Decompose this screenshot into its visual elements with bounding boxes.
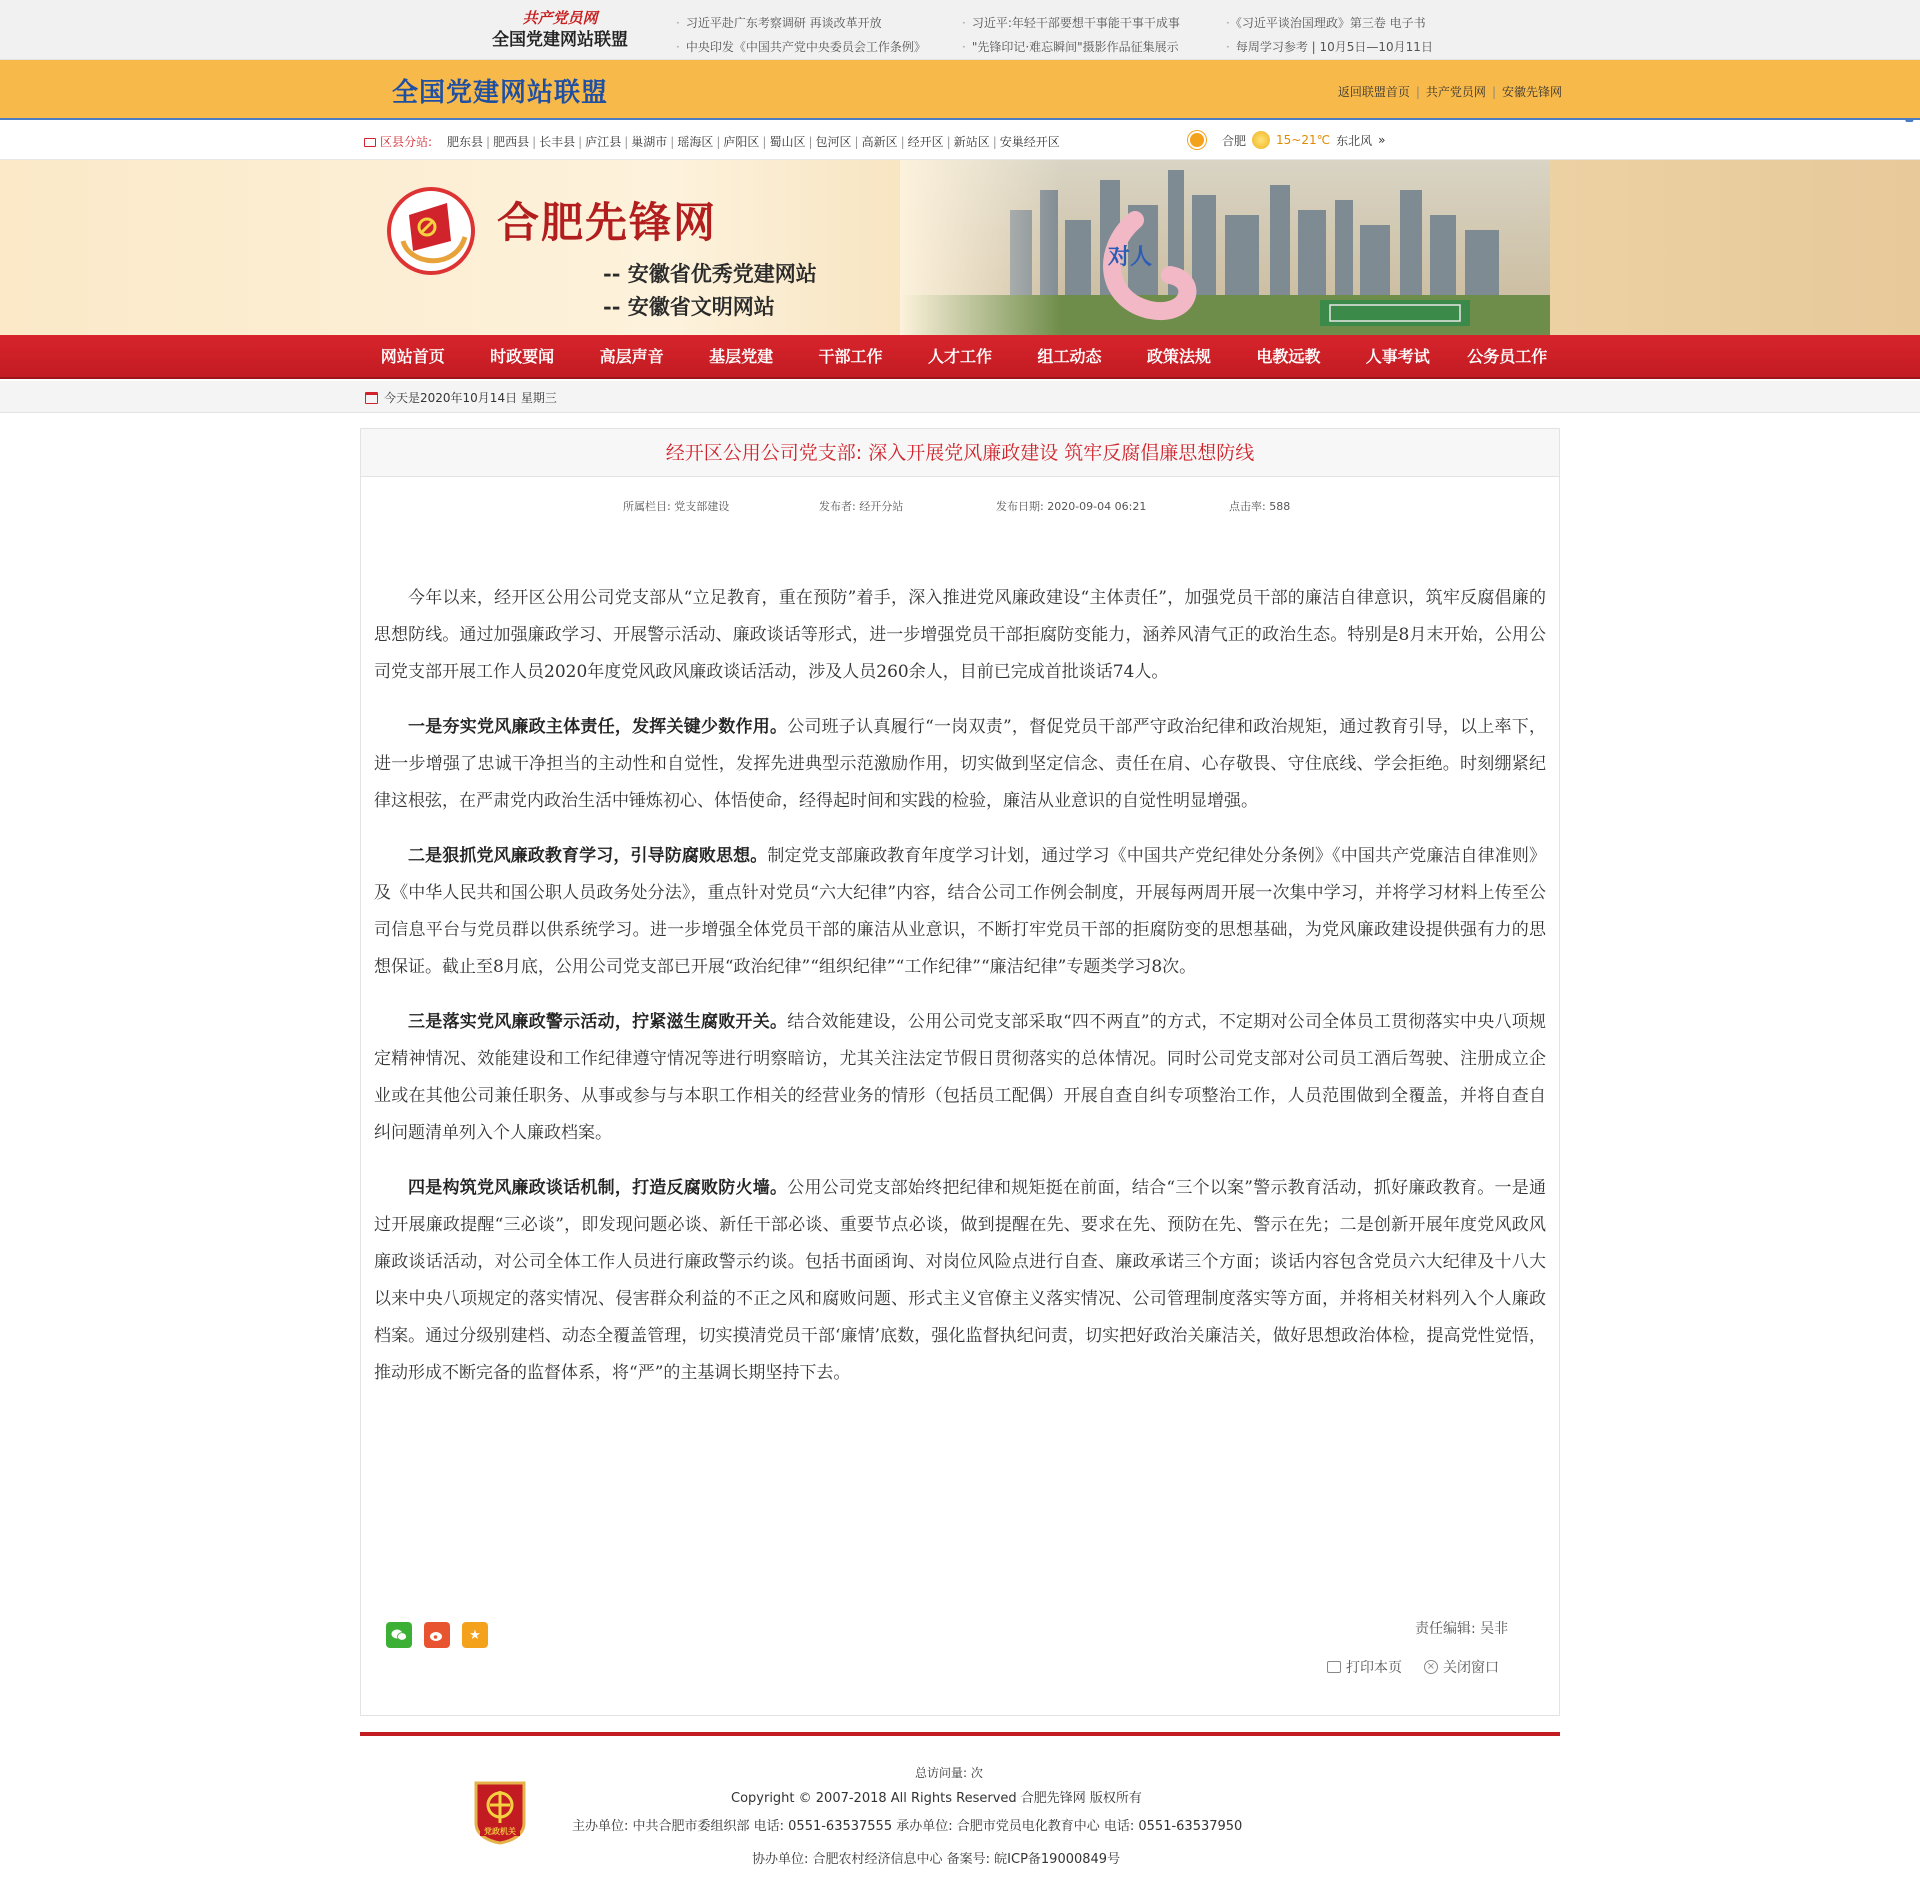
weather-city: 合肥 <box>1222 133 1247 148</box>
top-news-link[interactable]: · 中央印发《中国共产党中央委员会工作条例》 <box>676 38 926 55</box>
nav-talent-work[interactable]: 人才工作 <box>927 347 992 366</box>
district-link[interactable]: 庐阳区 <box>723 135 760 149</box>
district-link[interactable]: 安巢经开区 <box>999 135 1060 149</box>
article-publisher: 发布者: 经开分站 <box>819 500 904 513</box>
date-bar <box>0 381 1920 413</box>
article-paragraph: 二是狠抓党风廉政教育学习，引导防腐败思想。制定党支部廉政教育年度学习计划，通过学习《中国共产党纪律处分条例》《中国共产党廉洁自律准则》及《中华人民共和国公职人员政务处分法》，重点针对党员“六大纪律”内容，结合公司工作例会制度，开展每两周开展一次集中学习，并将学习材料上传至公司信息平台与党员群以供系统学习。进一步增强全体党员干部的廉洁从业意识，不断打牢党员干部的拒腐防变的思想基础，为党风廉政建设提供强有力的思想保证。截止至8月底，公用公司党支部已开展“政治纪律”“组织纪律”“工作纪律”“廉洁纪律”专题类学习8次。 <box>374 846 1547 977</box>
nav-politics-news[interactable]: 时政要闻 <box>490 347 555 366</box>
close-icon: × <box>1424 1660 1438 1674</box>
nav-high-level-voices[interactable]: 高层声音 <box>599 347 664 366</box>
article-title: 经开区公用公司党支部: 深入开展党风廉政建设 筑牢反腐倡廉思想防线 <box>665 442 1255 464</box>
paragraph-lead: 二是狠抓党风廉政教育学习，引导防腐败思想。 <box>408 846 768 866</box>
weibo-icon[interactable] <box>424 1622 450 1648</box>
city-skyline-image <box>900 160 1550 335</box>
print-page-button[interactable]: 打印本页 <box>1327 1657 1402 1677</box>
district-link[interactable]: 瑶海区 <box>677 135 714 149</box>
paragraph-lead: 四是构筑党风廉政谈话机制，打造反腐败防火墙。 <box>408 1178 788 1198</box>
alliance-banner-title: 全国党建网站联盟 <box>392 78 609 108</box>
nav-civil-servant[interactable]: 公务员工作 <box>1467 347 1548 366</box>
wechat-icon[interactable] <box>386 1622 412 1648</box>
district-link[interactable]: 蜀山区 <box>769 135 806 149</box>
share-buttons <box>386 1622 488 1648</box>
main-nav <box>358 335 1562 379</box>
weather-temp: 15~21℃ <box>1276 133 1331 147</box>
article-actions <box>1327 1657 1499 1677</box>
alliance-top-bar <box>0 0 1920 60</box>
district-link[interactable]: 庐江县 <box>585 135 622 149</box>
top-news-link[interactable]: · 习近平:年轻干部要想干事能干事干成事 <box>962 14 1180 31</box>
star-favorite-icon[interactable]: ★ <box>462 1622 488 1648</box>
paragraph-lead: 一是夯实党风廉政主体责任，发挥关键少数作用。 <box>408 717 788 737</box>
district-link[interactable]: 新站区 <box>953 135 990 149</box>
alliance-banner <box>0 60 1920 120</box>
monitor-icon <box>364 138 376 147</box>
article-paragraph: 今年以来，经开区公用公司党支部从“立足教育，重在预防”着手，深入推进党风廉政建设“主体责任”，加强党员干部的廉洁自律意识，筑牢反腐倡廉的思想防线。通过加强廉政学习、开展警示活动、廉政谈话等形式，进一步增强党员干部拒腐防变能力，涵养风清气正的政治生态。特别是8月末开始，公用公司党支部开展工作人员2020年度党风政风廉政谈话活动，涉及人员260余人，目前已完成首批谈话74人。 <box>374 588 1546 682</box>
nav-grassroots-party[interactable]: 基层党建 <box>709 347 774 366</box>
top-news-link[interactable]: · "先锋印记·难忘瞬间"摄影作品征集展示 <box>962 38 1179 55</box>
calendar-icon <box>365 392 378 404</box>
district-link[interactable]: 巢湖市 <box>631 135 668 149</box>
district-link[interactable]: 肥东县 <box>447 135 484 149</box>
district-label: 区县分站: <box>364 133 432 150</box>
alliance-logo[interactable] <box>470 8 650 54</box>
district-link[interactable]: 高新区 <box>861 135 898 149</box>
sunny-weather-icon <box>1252 131 1270 149</box>
footer-visits: 总访问量: 次 <box>915 1766 983 1780</box>
paragraph-lead: 三是落实党风廉政警示活动，拧紧滋生腐败开关。 <box>408 1012 788 1032</box>
today-date: 今天是2020年10月14日 星期三 <box>365 389 557 406</box>
top-news-link[interactable]: · 每周学习参考 | 10月5日—10月11日 <box>1226 38 1433 55</box>
alliance-logo-subtitle: 全国党建网站联盟 <box>492 30 628 50</box>
alliance-logo-script: 共产党员网 <box>522 9 598 27</box>
article-editor: 责任编辑: 吴非 <box>1415 1621 1509 1637</box>
site-honor-1: -- 安徽省优秀党建网站 <box>603 261 817 286</box>
badge-text: 党政机关 <box>484 1827 516 1836</box>
printer-icon <box>1327 1661 1341 1673</box>
anhui-pioneer-link[interactable]: 安徽先锋网 <box>1501 85 1562 99</box>
article-paragraph: 三是落实党风廉政警示活动，拧紧滋生腐败开关。结合效能建设，公用公司党支部采取“四不两直”的方式，不定期对公司全体员工贯彻落实中央八项规定精神情况、效能建设和工作纪律遵守情况等进行明察暗访，尤其关注法定节假日贯彻落实的总体情况。同时公司党支部对公司员工酒后驾驶、注册成立企业或在其他公司兼任职务、从事或参与与本职工作相关的经营业务的情形（包括员工配偶）开展自查自纠专项整治工作，人员范围做到全覆盖，并将自查自纠问题清单列入个人廉政档案。 <box>374 1012 1546 1143</box>
article-column: 所属栏目: 党支部建设 <box>623 500 730 513</box>
district-link[interactable]: 经开区 <box>907 135 944 149</box>
article-paragraph: 一是夯实党风廉政主体责任，发挥关键少数作用。公司班子认真履行“一岗双责”，督促党员干部严守政治纪律和政治规矩，通过教育引导，以上率下，进一步增强了忠诚干净担当的主动性和自觉性，发挥先进典型示范激励作用，切实做到坚定信念、责任在肩、心存敬畏、守住底线、学会拒绝。时刻绷紧纪律这根弦，在严肃党内政治生活中锤炼初心、体悟使命，经得起时间和实践的检验，廉洁从业意识的自觉性明显增强。 <box>374 717 1546 811</box>
district-link[interactable]: 包河区 <box>815 135 852 149</box>
nav-policies[interactable]: 政策法规 <box>1146 347 1211 366</box>
nav-cadre-work[interactable]: 干部工作 <box>818 347 883 366</box>
footer-co-organizer: 协办单位: 合肥农村经济信息中心 备案号: 皖ICP备19000849号 <box>752 1852 1121 1867</box>
footer-copyright: Copyright © 2007-2018 All Rights Reserved 合肥先锋网 版权所有 <box>731 1791 1142 1806</box>
article-clicks: 点击率: 588 <box>1229 500 1291 513</box>
site-honor-2: -- 安徽省文明网站 <box>603 294 775 319</box>
nav-home[interactable]: 网站首页 <box>380 347 445 366</box>
article-body <box>374 580 1546 1410</box>
back-to-alliance-link[interactable]: 返回联盟首页 <box>1337 85 1410 99</box>
nav-e-education[interactable]: 电教远教 <box>1256 347 1321 366</box>
article-paragraph: 四是构筑党风廉政谈话机制，打造反腐败防火墙。公用公司党支部始终把纪律和规矩挺在前面，结合“三个以案”警示教育活动，抓好廉政教育。一是通过开展廉政提醒“三必谈”，即发现问题必谈、新任干部必谈、重要节点必谈，做到提醒在先、要求在先、预防在先、警示在先；二是创新开展年度党风政风廉政谈话活动，对公司全体工作人员进行廉政警示约谈。包括书面函询、对岗位风险点进行自查、廉政承诺三个方面；谈话内容包含党员六大纪律及十八大以来中央八项规定的落实情况、侵害群众利益的不正之风和腐败问题、形式主义官僚主义落实情况、公司管理制度落实等方面，并将相关材料列入个人廉政档案。通过分级别建档、动态全覆盖管理，切实摸清党员干部‘廉情’底数，强化监督执纪问责，切实把好政治关廉洁关，做好思想政治体检，提高党性觉悟，推动形成不断完备的监督体系，将“严”的主基调长期坚持下去。 <box>374 1178 1546 1383</box>
footer-divider <box>360 1732 1560 1736</box>
article-date: 发布日期: 2020-09-04 06:21 <box>996 500 1147 513</box>
alliance-links: 返回联盟首页 | 共产党员网 | 安徽先锋网 <box>1337 85 1562 99</box>
nav-personnel-exam[interactable]: 人事考试 <box>1365 347 1430 366</box>
close-window-button[interactable]: × 关闭窗口 <box>1424 1657 1499 1677</box>
banner-slogan: 对人 <box>1108 245 1153 270</box>
party-member-link[interactable]: 共产党员网 <box>1425 85 1486 99</box>
top-news-link[interactable]: · 习近平赴广东考察调研 再谈改革开放 <box>676 14 882 31</box>
sun-icon <box>1190 133 1204 147</box>
footer-host: 主办单位: 中共合肥市委组织部 电话: 0551-63537555 承办单位: 合肥市党员电化教育中心 电话: 0551-63537950 <box>572 1819 1243 1834</box>
government-badge-icon[interactable] <box>472 1779 528 1845</box>
weather-widget <box>1190 131 1385 149</box>
weather-more-icon[interactable]: » <box>1378 133 1386 147</box>
site-title: 合肥先锋网 <box>497 198 718 247</box>
weather-wind: 东北风 <box>1336 133 1373 148</box>
top-news-link[interactable]: · 《习近平谈治国理政》第三卷 电子书 <box>1226 14 1426 31</box>
district-list: 肥东县 | 肥西县 | 长丰县 | 庐江县 | 巢湖市 | 瑶海区 | 庐阳区 | 蜀山区 | 包河区 | 高新区 | 经开区 | 新站区 | 安巢经开区 <box>444 133 1063 150</box>
nav-org-news[interactable]: 组工动态 <box>1037 347 1102 366</box>
district-link[interactable]: 长丰县 <box>539 135 576 149</box>
site-logo-icon[interactable] <box>385 185 477 277</box>
district-link[interactable]: 肥西县 <box>493 135 530 149</box>
